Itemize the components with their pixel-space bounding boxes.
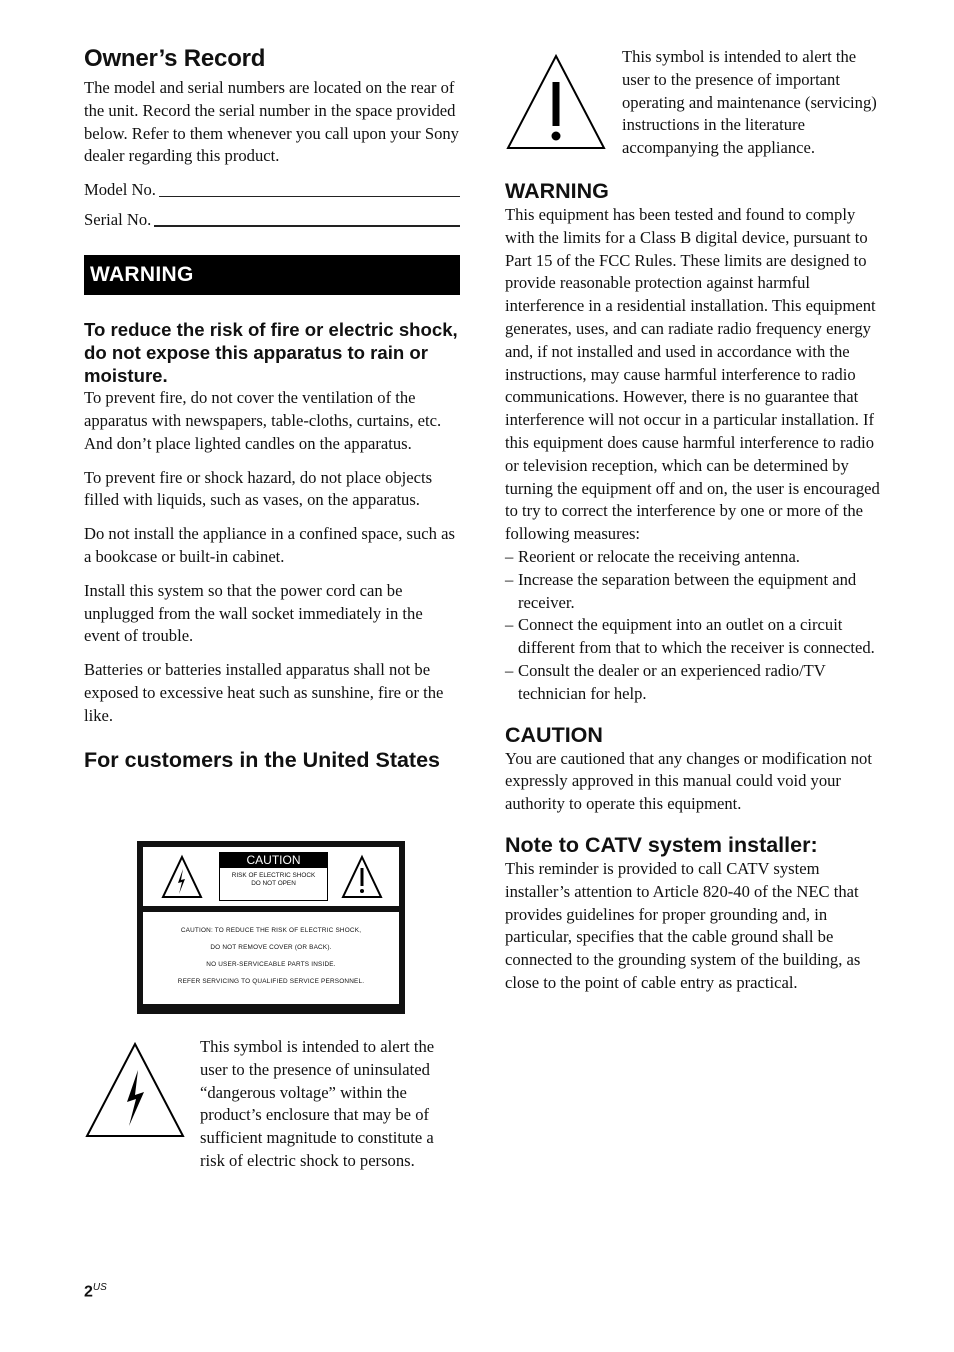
- paragraph-confined-space: Do not install the appliance in a confined space, such as a bookcase or built-in cabinet.: [84, 524, 455, 566]
- paragraph-batteries: Batteries or batteries installed apparatus shall not be exposed to excessive heat such as sunshine, fire or the like.: [84, 660, 444, 725]
- serial-number-blank: [154, 225, 460, 227]
- caution-box-heading: CAUTION: [220, 853, 327, 868]
- label-line: REFER SERVICING TO QUALIFIED SERVICE PERSONNEL.: [177, 978, 365, 985]
- paragraph-ventilation: To prevent fire, do not cover the ventilation of the apparatus with newspapers, table-cloths, curtains, etc. And don’t place lighted candles on the apparatus.: [84, 388, 442, 453]
- caution-body: You are cautioned that any changes or modification not expressly approved in this manual could void your authority to operate this equipment.: [505, 748, 872, 814]
- fire-shock-lead: To reduce the risk of fire or electric shock, do not expose this apparatus to rain or moisture.: [84, 319, 458, 387]
- exclamation-symbol-block: [505, 46, 881, 160]
- exclamation-triangle-icon: [341, 854, 383, 900]
- caution-label-bottom: [143, 912, 399, 1004]
- right-column: [505, 46, 881, 995]
- catv-body: This reminder is provided to call CATV system installer’s attention to Article 820-40 of the NEC that provides guidelines for proper grounding and, in particular, specifies that the cable ground shall be connected to the grounding system of the building, as close to the point of cable entry as practical.: [505, 858, 861, 992]
- lightning-triangle-icon: [161, 854, 203, 900]
- list-item: – Consult the dealer or an experienced radio/TV technician for help.: [505, 660, 826, 703]
- page-number: [84, 1282, 107, 1301]
- caution-box: [219, 852, 328, 901]
- serial-number-field: [84, 209, 460, 231]
- label-line: CAUTION: TO REDUCE THE RISK OF ELECTRIC SHOCK,: [180, 927, 362, 934]
- list-item: – Increase the separation between the equipment and receiver.: [505, 569, 857, 612]
- catv-title: Note to CATV system installer:: [505, 832, 818, 857]
- list-item: – Connect the equipment into an outlet on a circuit different from that to which the receiver is connected.: [505, 615, 875, 658]
- risk-text: RISK OF ELECTRIC SHOCK: [231, 872, 316, 879]
- paragraph-power-cord: Install this system so that the power cord can be unplugged from the wall socket immediately in the event of trouble.: [84, 580, 423, 646]
- paragraph-liquids: To prevent fire or shock hazard, do not place objects filled with liquids, such as vases, on the apparatus.: [84, 467, 433, 510]
- caution-label-graphic: [137, 841, 405, 1014]
- warning-bar: WARNING: [84, 255, 460, 295]
- list-item: – Reorient or relocate the receiving antenna.: [505, 546, 800, 566]
- voltage-symbol-block: [84, 1036, 460, 1173]
- owners-record-title: Owner’s Record: [84, 45, 266, 72]
- model-number-blank: [159, 196, 460, 197]
- exclamation-symbol-text: This symbol is intended to alert the user to the presence of important operating and maintenance (servicing) instructions in the literature accompanying the appliance.: [622, 47, 877, 158]
- caution-label-top: [143, 847, 399, 906]
- model-number-label: Model No.: [84, 180, 156, 200]
- us-customers-title: For customers in the United States: [84, 747, 441, 772]
- voltage-symbol-text: This symbol is intended to alert the user to the presence of uninsulated “dangerous voltage” within the product’s enclosure that may be of sufficient magnitude to constitute a risk of electric shock to persons.: [200, 1037, 435, 1170]
- owners-record-body: The model and serial numbers are located on the rear of the unit. Record the serial number in the space provided below. Refer to them whenever you call upon your Sony dealer regarding this product.: [84, 78, 459, 166]
- exclamation-triangle-icon: [505, 52, 607, 152]
- page-number-suffix: US: [92, 1282, 107, 1293]
- model-number-field: [84, 179, 460, 201]
- label-line: NO USER-SERVICEABLE PARTS INSIDE.: [206, 961, 336, 968]
- fcc-warning-title: WARNING: [505, 178, 609, 203]
- label-line: DO NOT REMOVE COVER (OR BACK).: [210, 944, 332, 951]
- page-number-value: 2: [84, 1283, 93, 1301]
- lightning-triangle-icon: [84, 1040, 186, 1140]
- caution-title: CAUTION: [505, 722, 603, 747]
- do-not-open-text: DO NOT OPEN: [251, 880, 296, 887]
- fcc-warning-body: This equipment has been tested and found to comply with the limits for a Class B digital device, pursuant to Part 15 of the FCC Rules. These limits are designed to provide reasonable protection against harmful interference in a residential installation. This equipment generates, uses, and can radiate radio frequency energy and, if not installed and used in accordance with the instructions, may cause harmful interference to radio communications. However, there is no guarantee that interference will not occur in a particular installation. If this equipment does cause harmful interference to radio or television reception, which can be determined by turning the equipment off and on, the user is encouraged to try to correct the interference by one or more of the following measures:: [505, 204, 880, 544]
- serial-number-label: Serial No.: [84, 210, 152, 230]
- left-column: [84, 40, 460, 773]
